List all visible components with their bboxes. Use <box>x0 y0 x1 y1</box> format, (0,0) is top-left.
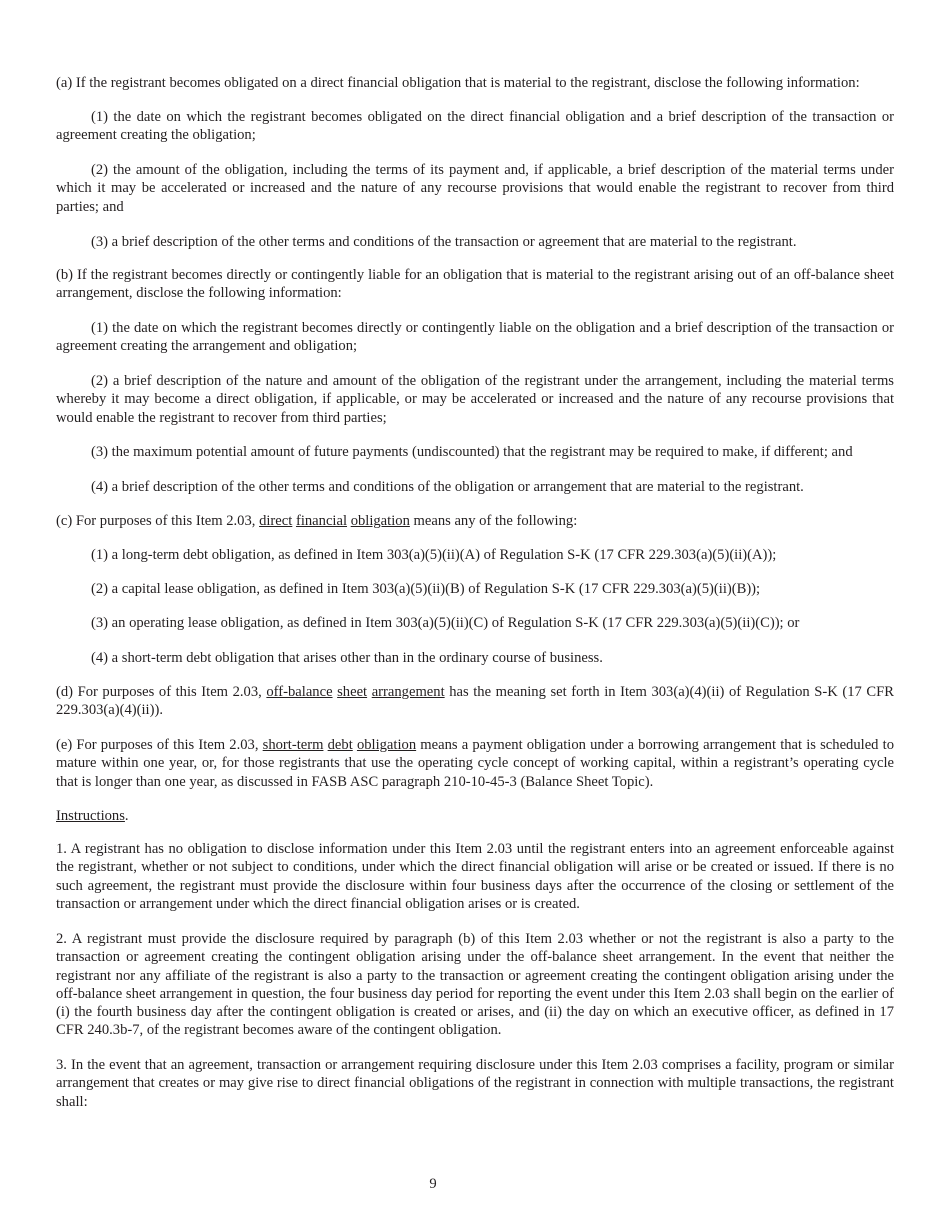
instructions-period: . <box>124 808 129 824</box>
instruction-2: 2. A registrant must provide the disclosure required by paragraph (b) of this Item 2.03 whether or not the registrant is also a party to the transaction or agreement creating the contingent obligation arising under the off-balance sheet arrangement. In the event that neither the registrant nor any affiliate of the registrant is also a party to the transaction or agreement creating the contingent obligation arising under the off-balance sheet arrangement in question, the four business day period for reporting the event under this Item 2.03 shall begin on the earlier of (i) the fourth business day after the contingent obligation is created or arises, and (ii) the day on which an executive officer, as defined in 17 CFR 240.3b-7, of the registrant becomes aware of the contingent obligation. <box>56 931 894 1039</box>
paragraph-b2: (2) a brief description of the nature and amount of the obligation of the registrant under the arrangement, including the material terms whereby it may become a direct obligation, if applicable, or may be accelerated or increased and the nature of any recourse provisions that would enable the registrant to recover from third parties; <box>56 373 894 426</box>
paragraph-c3: (3) an operating lease obligation, as defined in Item 303(a)(5)(ii)(C) of Regulation S-K (17 CFR 229.303(a)(5)(ii)(C)); or <box>91 615 800 631</box>
paragraph-b-intro: (b) If the registrant becomes directly or contingently liable for an obligation that is material to the registrant arising out of an off-balance sheet arrangement, disclose the following information: <box>56 267 894 302</box>
term-obligation: obligation <box>350 513 410 529</box>
term-arrangement: arrangement <box>371 684 445 700</box>
paragraph-a1: (1) the date on which the registrant becomes obligated on the direct financial obligation and a brief description of the transaction or agreement creating the obligation; <box>56 109 894 144</box>
paragraph-a2: (2) the amount of the obligation, including the terms of its payment and, if applicable, a brief description of the material terms under which it may be accelerated or increased and the nature of any recourse provisions that would enable the registrant to recover from third parties; and <box>56 162 894 215</box>
paragraph-a-intro: (a) If the registrant becomes obligated on a direct financial obligation that is material to the registrant, disclose the following information: <box>56 75 860 91</box>
e-suffix: means a payment obligation under a borrowing arrangement that is scheduled to mature within one year, or, for those registrants that use the operating cycle concept of working capital, within a registrant’s operating cycle that is longer than one year, as discussed in FASB ASC paragraph 210-10-45-3 (Balance Sheet Topic). <box>56 737 894 790</box>
term-direct: direct <box>259 513 293 529</box>
term-off-balance: off-balance <box>266 684 333 700</box>
term-financial: financial <box>295 513 348 529</box>
paragraph-b3: (3) the maximum potential amount of future payments (undiscounted) that the registrant may be required to make, if different; and <box>91 444 853 460</box>
paragraph-c4: (4) a short-term debt obligation that arises other than in the ordinary course of business. <box>91 650 603 666</box>
instruction-3: 3. In the event that an agreement, transaction or arrangement requiring disclosure under this Item 2.03 comprises a facility, program or similar arrangement that creates or may give rise to direct financial obligations of the registrant in connection with multiple transactions, the registrant shall: <box>56 1057 894 1110</box>
paragraph-c2: (2) a capital lease obligation, as defined in Item 303(a)(5)(ii)(B) of Regulation S-K (17 CFR 229.303(a)(5)(ii)(B)); <box>91 581 761 597</box>
d-prefix: (d) For purposes of this Item 2.03, <box>56 684 267 700</box>
instructions-label: Instructions <box>56 808 125 824</box>
paragraph-b1: (1) the date on which the registrant becomes directly or contingently liable on the obligation and a brief description of the transaction or agreement creating the arrangement and obligation; <box>56 320 894 355</box>
paragraph-d <box>56 683 894 720</box>
paragraph-a3: (3) a brief description of the other terms and conditions of the transaction or agreement that are material to the registrant. <box>91 234 797 250</box>
paragraph-c1: (1) a long-term debt obligation, as defined in Item 303(a)(5)(ii)(A) of Regulation S-K (17 CFR 229.303(a)(5)(ii)(A)); <box>91 547 777 563</box>
term-sheet: sheet <box>337 684 368 700</box>
term-debt: debt <box>327 737 353 753</box>
term-short-term: short-term <box>262 737 324 753</box>
instruction-1: 1. A registrant has no obligation to disclose information under this Item 2.03 until the registrant enters into an agreement enforceable against the registrant, whether or not subject to conditions, under which the direct financial obligation will arise or be created or issued. If there is no such agreement, the registrant must provide the disclosure within four business days after the occurrence of the closing or settlement of the transaction or arrangement under which the direct financial obligation arises or is created. <box>56 841 894 912</box>
c-suffix: means any of the following: <box>409 513 578 529</box>
paragraph-c-intro <box>56 512 894 530</box>
paragraph-b4: (4) a brief description of the other terms and conditions of the obligation or arrangement that are material to the registrant. <box>91 479 804 495</box>
d-suffix: has the meaning set forth in Item 303(a)(4)(ii) of Regulation S-K (17 CFR 229.303(a)(4)(ii)). <box>56 684 894 719</box>
paragraph-e <box>56 736 894 791</box>
instructions-heading <box>56 807 894 825</box>
e-prefix: (e) For purposes of this Item 2.03, <box>56 737 263 753</box>
term-obligation-e: obligation <box>356 737 417 753</box>
c-prefix: (c) For purposes of this Item 2.03, <box>56 513 260 529</box>
page-number: 9 <box>429 1176 437 1192</box>
